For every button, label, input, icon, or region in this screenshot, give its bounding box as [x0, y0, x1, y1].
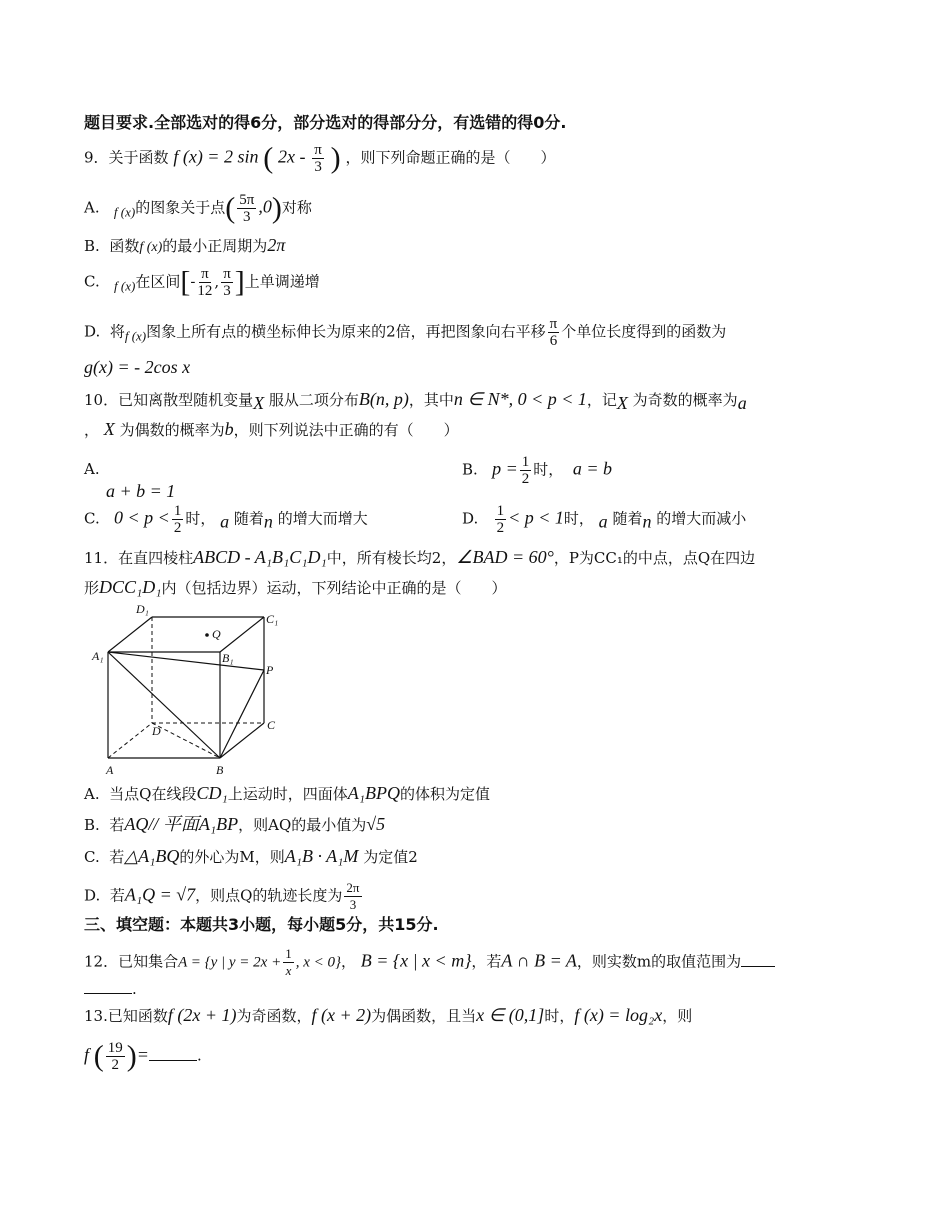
label-A: A [106, 763, 114, 777]
q9-option-b: B. 函数f (x)的最小正周期为2π [84, 235, 286, 255]
segment-A1-B [108, 652, 220, 758]
edge-C1-B1 [220, 617, 264, 652]
segment-D-B [152, 723, 220, 758]
q9-lead: 9．关于函数 [84, 148, 169, 167]
segment-B-P [220, 670, 264, 758]
question-11: 11．在直四棱柱ABCD - A₁B₁C₁D₁中，所有棱长均2，∠BAD = 60°，P为CC₁的中点，点Q在四边 [84, 547, 756, 567]
question-10: 10．已知离散型随机变量$_X$ 服从二项分布B(n, p)，其中n ∈ N*, 0 < p < 1，记$_X$ 为奇数的概率为$_a$ [84, 389, 747, 413]
q10-option-b: B. p = $\frac{1}{2}$ 时， a = b [462, 454, 612, 487]
section-3-heading: 三、填空题：本题共3小题，每小题5分，共15分. [84, 915, 439, 934]
q11-option-d: D. 若A₁Q = √7，则点Q的轨迹长度为 $\frac{2\pi}{3}$ [84, 880, 360, 912]
q13-answer-blank[interactable] [149, 1060, 197, 1061]
q9-option-d: D. 将$_{f (x)}$图象上所有点的横坐标伸长为原来的2倍，再把图象向右平移 $\frac{\pi}{6}$ 个单位长度得到的函数为 [84, 316, 727, 349]
edge-A1-D1 [108, 617, 152, 652]
label-P: P [266, 663, 274, 677]
edge-A-D [108, 723, 152, 758]
q10-option-a: A. a + b = 1 [84, 460, 176, 501]
q9-function: f (x) = 2 sin [173, 146, 259, 167]
question-10-line2: ， X 为偶数的概率为b，则下列说法中正确的有（ ） [84, 419, 459, 439]
label-A1: A₁ [92, 649, 104, 663]
q9-option-d-line2: g(x) = - 2cos x [84, 357, 191, 377]
question-13: 13.已知函数f (2x + 1)为奇函数，f (x + 2)为偶函数，且当x ∈ (0,1]时，f (x) = log₂x，则 [84, 1005, 693, 1025]
q9-inner: 2x - [278, 146, 306, 167]
q9-option-c: C. $_{f (x)}$在区间[- $\frac{\pi}{12}$ , $\frac{\pi}{3}$ ]上单调递增 [84, 265, 320, 299]
question-12-line2: . [84, 978, 137, 1000]
label-C: C [267, 718, 276, 732]
q11-option-c: C. 若△A₁BQ的外心为M，则A₁B · A₁M 为定值2 [84, 846, 418, 866]
edge-B-C [220, 723, 264, 758]
point-Q [205, 633, 209, 637]
q9-frac: $\frac{\pi}{3}$ [314, 142, 322, 175]
prism-figure [90, 600, 290, 780]
q10-option-c: C. 0 < p < $\frac{1}{2}$ 时， $_a$ 随着$_n$ 的增大而增大 [84, 503, 368, 536]
question-9: 9．关于函数 f (x) = 2 sin ( 2x - $\frac{\pi}{3}$ ) ，则下列命题正确的是（ ） [84, 141, 556, 175]
q11-option-b: B. 若AQ// 平面A₁BP，则AQ的最小值为√5 [84, 814, 386, 834]
label-B: B [216, 763, 224, 777]
label-Q: Q [212, 627, 221, 641]
question-11-line2: 形DCC₁D₁内（包括边界）运动，下列结论中正确的是（ ） [84, 577, 507, 597]
q10-option-d: D. $\frac{1}{2}$ < p < 1时， $_a$ 随着$_n$ 的增大而减小 [462, 503, 747, 536]
question-13-line2: f ( $\frac{19}{2}$ )= . [84, 1039, 202, 1073]
q11-option-a: A. 当点Q在线段CD₁上运动时，四面体A₁BPQ的体积为定值 [84, 783, 491, 803]
question-12: 12．已知集合A = {y | y = 2x + $\frac{1}{x}$ , x < 0}， B = {x | x < m}，若A ∩ B = A，则实数m的取值范围为 [84, 946, 775, 979]
instruction-text: 题目要求.全部选对的得6分，部分选对的得部分分，有选错的得0分. [84, 113, 567, 132]
label-D: D [152, 724, 161, 738]
q9-tail: ，则下列命题正确的是（ ） [345, 148, 556, 167]
segment-A1-P [108, 652, 264, 670]
label-C1: C₁ [266, 612, 279, 626]
label-D1: D₁ [136, 602, 149, 616]
q9-option-a: A. $_{f (x)}$的图象关于点( $\frac{5\pi}{3}$ ,0)对称 [84, 191, 312, 225]
label-B1: B₁ [222, 651, 234, 665]
